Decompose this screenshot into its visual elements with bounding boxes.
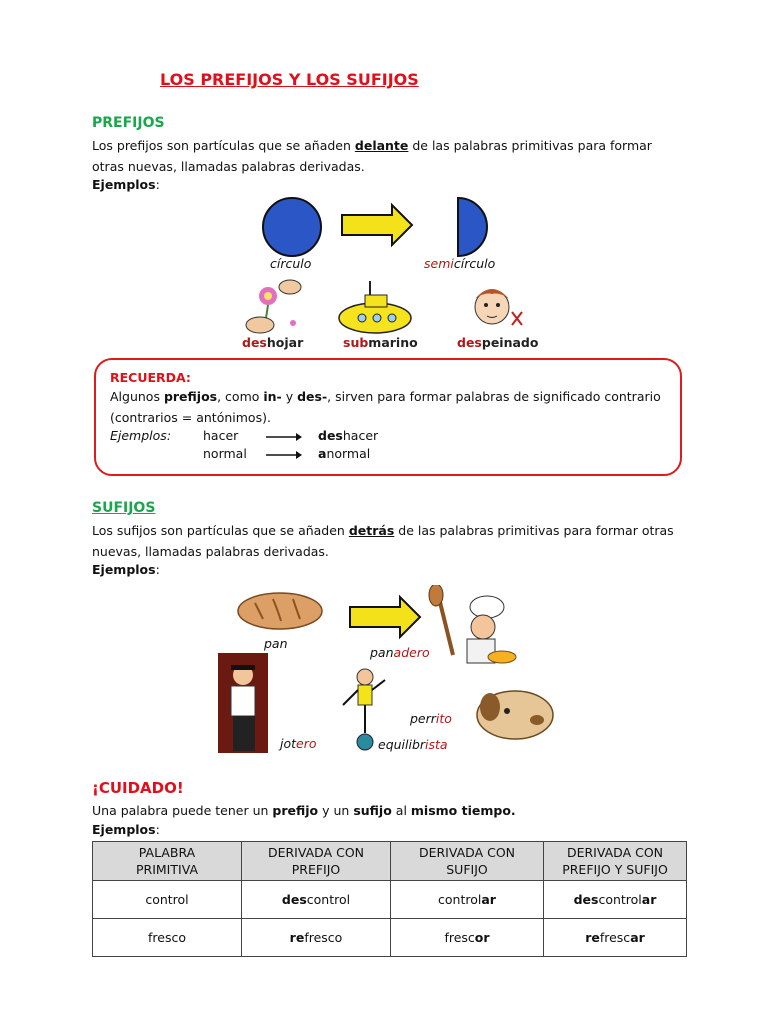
example-word-1: hacer: [203, 428, 239, 443]
cuidado-text: Una palabra puede tener un prefijo y un sufijo al mismo tiempo.: [92, 803, 516, 818]
label-despeinado: despeinado: [457, 335, 539, 350]
prefijos-ejemplos-label: Ejemplos:: [92, 177, 160, 192]
recuerda-heading: RECUERDA:: [110, 370, 191, 385]
table-cell: frescor: [391, 919, 544, 957]
arrow-right-icon: [266, 451, 302, 459]
arrow-icon: [350, 597, 420, 637]
sufijos-illustration: [215, 585, 565, 760]
cuidado-ejemplos-label: Ejemplos:: [92, 822, 160, 837]
table-row: [93, 919, 687, 957]
table-cell: descontrol: [242, 881, 391, 919]
arrow-icon: [342, 205, 412, 245]
label-pan: pan: [264, 636, 288, 651]
label-panadero: panadero: [370, 645, 430, 660]
table-cell: control: [93, 881, 242, 919]
example-derived-2: anormal: [318, 446, 371, 461]
jotero-dancer-image: [218, 653, 268, 753]
label-perrito: perrito: [410, 711, 452, 726]
boy-head-image: [475, 289, 522, 325]
table-header: DERIVADA CON SUFIJO: [391, 842, 544, 881]
label-jotero: jotero: [280, 736, 317, 751]
table-row: [93, 881, 687, 919]
prefijos-definition: Los prefijos son partículas que se añaden delante de las palabras primitivas para formar otras nuevas, llamadas palabras derivadas.: [92, 138, 652, 174]
table-header: DERIVADA CON PREFIJO Y SUFIJO: [544, 842, 687, 881]
puppy-image: [477, 691, 553, 739]
derivadas-table: [92, 841, 687, 957]
example-word-2: normal: [203, 446, 247, 461]
circle-image: [263, 198, 321, 256]
cuidado-heading: ¡CUIDADO!: [92, 779, 184, 797]
example-arrows: [264, 430, 304, 460]
table-cell: fresco: [93, 919, 242, 957]
semicircle-image: [458, 198, 487, 256]
table-header: PALABRA PRIMITIVA: [93, 842, 242, 881]
table-header-row: [93, 842, 687, 881]
table-header: DERIVADA CON PREFIJO: [242, 842, 391, 881]
prefijos-heading: PREFIJOS: [92, 115, 165, 131]
example-derived-1: deshacer: [318, 428, 379, 443]
sufijos-definition: Los sufijos son partículas que se añaden detrás de las palabras primitivas para formar otras nuevas, llamadas palabras derivadas.: [92, 523, 674, 559]
label-deshojar: deshojar: [242, 335, 304, 350]
table-cell: refrescar: [544, 919, 687, 957]
baker-image: [429, 585, 516, 663]
table-cell: descontrolar: [544, 881, 687, 919]
recuerda-text: Algunos prefijos, como in- y des-, sirven para formar palabras de significado contrario (contrarios = antónimos).: [110, 389, 661, 425]
label-equilibrista: equilibrista: [378, 737, 448, 752]
submarine-image: [339, 281, 411, 333]
bread-image: [238, 593, 322, 629]
arrow-right-icon: [266, 433, 302, 441]
table-cell: refresco: [242, 919, 391, 957]
label-circulo: círculo: [270, 256, 312, 271]
page-title: LOS PREFIJOS Y LOS SUFIJOS: [160, 70, 419, 89]
recuerda-ejemplos-label: Ejemplos:: [110, 428, 172, 443]
label-semicirculo: semicírculo: [424, 256, 496, 271]
flower-hands-image: [246, 280, 301, 333]
table-cell: controlar: [391, 881, 544, 919]
sufijos-ejemplos-label: Ejemplos:: [92, 562, 160, 577]
label-submarino: submarino: [343, 335, 418, 350]
sufijos-heading: SUFIJOS: [92, 500, 156, 516]
